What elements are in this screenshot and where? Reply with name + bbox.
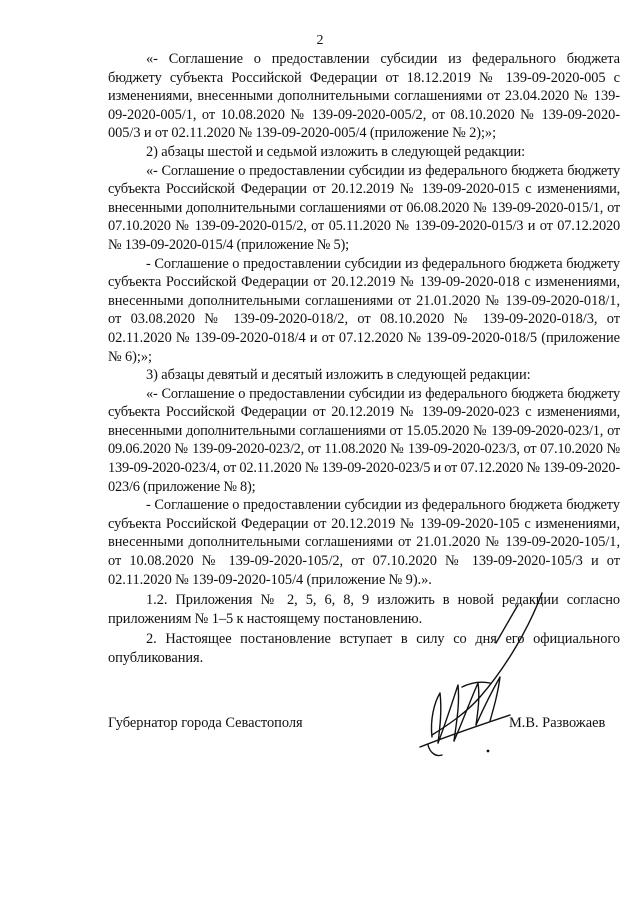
paragraph-clause-2: 2. Настоящее постановление вступает в силу со дня его официального опубликования.: [108, 631, 620, 666]
signatory-position: Губернатор города Севастополя: [108, 715, 303, 731]
paragraph-agreement-015: «- Соглашение о предоставлении субсидии из федерального бюджета бюджету субъекта Российской Федерации от 20.12.2019 № 139-09-2020-015 с изменениями, внесенными дополнительными соглашениями от 06.08.2020 № 139-09-2020-015/1, от 07.10.2020 № 139-09-2020-015/2, от 05.11.2020 № 139-09-2020-015/3 и от 07.12.2020 № 139-09-2020-015/4 (приложение № 5);: [108, 162, 620, 253]
paragraph-amend-6-7: 2) абзацы шестой и седьмой изложить в следующей редакции:: [146, 143, 526, 160]
paragraph-agreement-005: «- Соглашение о предоставлении субсидии из федерального бюджета бюджету субъекта Российской Федерации от 18.12.2019 № 139-09-2020-005 с изменениями, внесенными дополнительными соглашениями от 23.04.2020 № 139-09-2020-005/1, от 10.08.2020 № 139-09-2020-005/2, от 08.10.2020 № 139-09-2020-005/3 и от 02.11.2020 № 139-09-2020-005/4 (приложение № 2);»;: [108, 51, 620, 142]
handwritten-signature: [400, 585, 550, 770]
paragraph-agreement-018: - Соглашение о предоставлении субсидии из федерального бюджета бюджету субъекта Российской Федерации от 20.12.2019 № 139-09-2020-018 с изменениями, внесенными дополнительными соглашениями от 21.01.2020 № 139-09-2020-018/1, от 03.08.2020 № 139-09-2020-018/2, от 08.10.2020 № 139-09-2020-018/3, от 02.11.2020 № 139-09-2020-018/4 и от 07.12.2020 № 139-09-2020-018/5 (приложение № 6);»;: [108, 255, 620, 365]
paragraph-amend-9-10: 3) абзацы девятый и десятый изложить в следующей редакции:: [146, 367, 531, 384]
signatory-name: М.В. Развожаев: [509, 715, 606, 731]
page-number: 2: [316, 33, 324, 48]
paragraph-clause-1-2: 1.2. Приложения № 2, 5, 6, 8, 9 изложить в новой редакции согласно приложениям № 1–5 к настоящему постановлению.: [108, 592, 620, 627]
document-body: [108, 50, 620, 668]
paragraph-agreement-023: «- Соглашение о предоставлении субсидии из федерального бюджета бюджету субъекта Российской Федерации от 20.12.2019 № 139-09-2020-023 с изменениями, внесенными дополнительными соглашениями от 15.05.2020 № 139-09-2020-023/1, от 09.06.2020 № 139-09-2020-023/2, от 11.08.2020 № 139-09-2020-023/3, от 07.10.2020 № 139-09-2020-023/4, от 02.11.2020 № 139-09-2020-023/5 и от 07.12.2020 № 139-09-2020-023/6 (приложение № 8);: [108, 385, 620, 495]
paragraph-agreement-105: - Соглашение о предоставлении субсидии из федерального бюджета бюджету субъекта Российской Федерации от 20.12.2019 № 139-09-2020-105 с изменениями, внесенными дополнительными соглашениями от 21.01.2020 № 139-09-2020-105/1, от 10.08.2020 № 139-09-2020-105/2, от 07.10.2020 № 139-09-2020-105/3 и от 02.11.2020 № 139-09-2020-105/4 (приложение № 9).».: [108, 497, 620, 588]
